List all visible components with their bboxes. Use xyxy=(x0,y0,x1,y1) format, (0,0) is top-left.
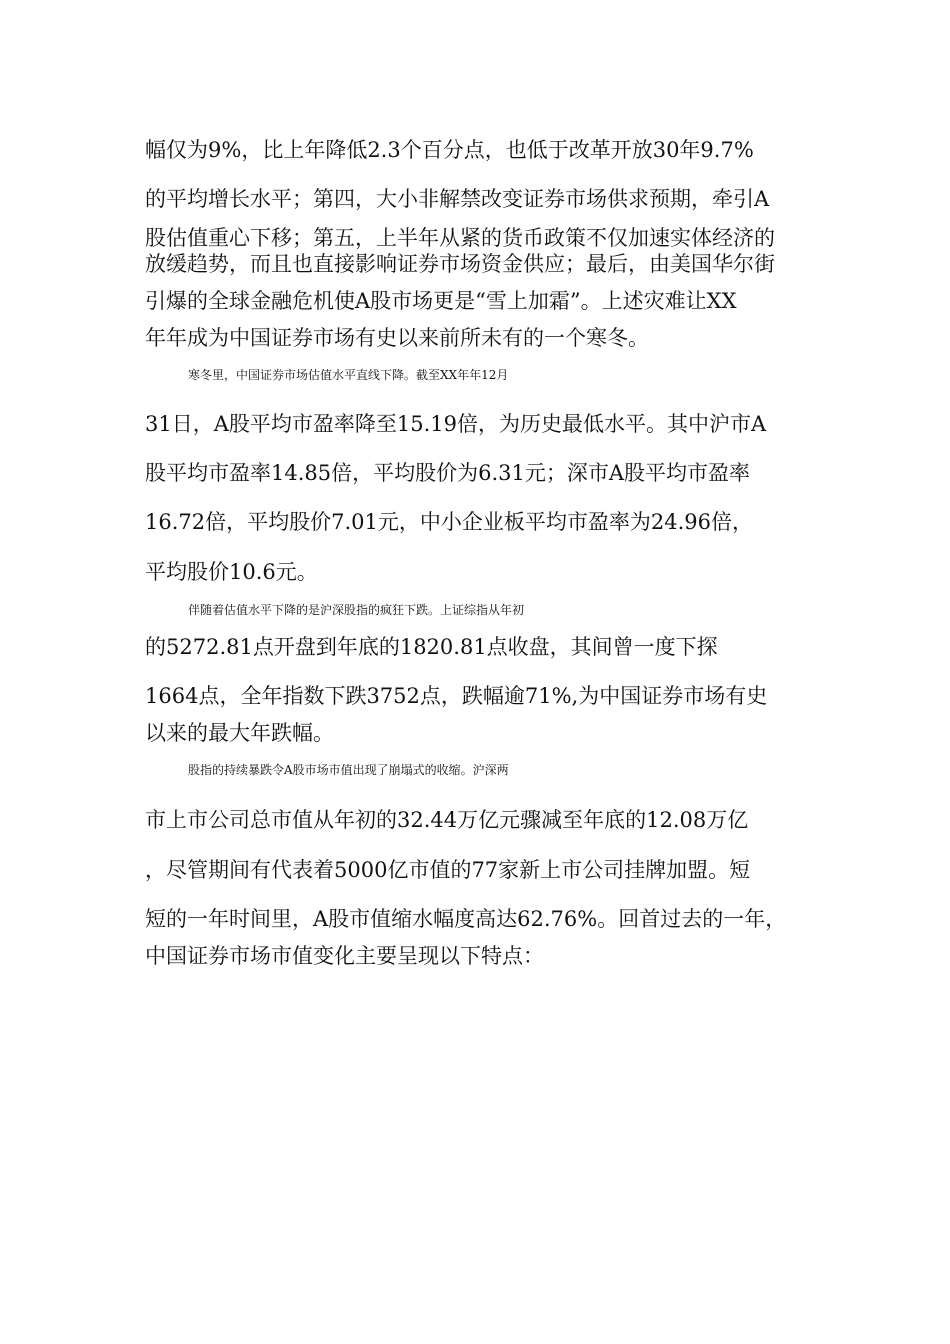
text-line: 短的一年时间里，A股市值缩水幅度高达62.76%。回首过去的一年， xyxy=(145,907,787,931)
paragraph-start-line: 伴随着估值水平下降的是沪深股指的疯狂下跌。上证综指从年初 xyxy=(188,603,525,617)
paragraph-start-line: 寒冬里，中国证券市场估值水平直线下降。截至XX年年12月 xyxy=(188,368,509,382)
text-line: 的5272.81点开盘到年底的1820.81点收盘，其间曾一度下探 xyxy=(145,635,718,659)
text-line: 市上市公司总市值从年初的32.44万亿元骤减至年底的12.08万亿 xyxy=(145,808,749,832)
text-line: ，尽管期间有代表着5000亿市值的77家新上市公司挂牌加盟。短 xyxy=(145,858,751,882)
text-line: 16.72倍，平均股价7.01元，中小企业板平均市盈率为24.96倍， xyxy=(145,510,753,534)
text-line: 31日，A股平均市盈率降至15.19倍，为历史最低水平。其中沪市A xyxy=(145,412,767,436)
text-line: 股估值重心下移；第五，上半年从紧的货币政策不仅加速实体经济的 xyxy=(145,226,775,250)
text-line: 平均股价10.6元。 xyxy=(145,560,318,584)
text-line: 引爆的全球金融危机使A股市场更是“雪上加霜”。上述灾难让XX xyxy=(145,289,737,313)
paragraph-start-line: 股指的持续暴跌令A股市场市值出现了崩塌式的收缩。沪深两 xyxy=(188,763,509,777)
text-line: 以来的最大年跌幅。 xyxy=(145,721,334,745)
text-line: 中国证券市场市值变化主要呈现以下特点： xyxy=(145,944,544,968)
text-line: 幅仅为9%，比上年降低2.3个百分点，也低于改革开放30年9.7% xyxy=(145,138,754,162)
text-line: 放缓趋势，而且也直接影响证券市场资金供应；最后，由美国华尔街 xyxy=(145,252,775,276)
text-line: 股平均市盈率14.85倍，平均股价为6.31元；深市A股平均市盈率 xyxy=(145,461,751,485)
text-line: 的平均增长水平；第四，大小非解禁改变证券市场供求预期，牵引A xyxy=(145,187,770,211)
text-line: 年年成为中国证券市场有史以来前所未有的一个寒冬。 xyxy=(145,326,649,350)
text-line: 1664点，全年指数下跌3752点，跌幅逾71%,为中国证券市场有史 xyxy=(145,684,768,708)
